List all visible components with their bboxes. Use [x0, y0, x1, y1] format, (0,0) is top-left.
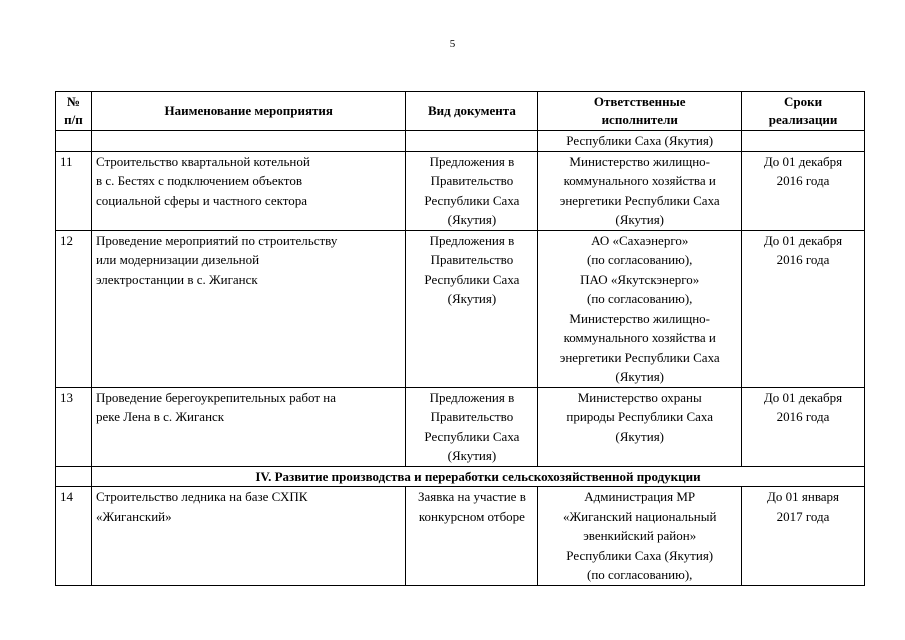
continuation-row [56, 131, 865, 152]
measure-name: Проведение берегоукрепительных работ на реке Лена в с. Жиганск [91, 387, 406, 466]
header-name: Наименование мероприятия [91, 92, 406, 131]
document-type: Предложения в Правительство Республики Саха (Якутия) [406, 151, 538, 230]
header-terms: Сроки реализации [742, 92, 865, 131]
row-number: 13 [56, 387, 92, 466]
implementation-terms: До 01 декабря 2016 года [742, 387, 865, 466]
continuation-responsible: Республики Саха (Якутия) [538, 131, 742, 152]
implementation-terms: До 01 декабря 2016 года [742, 151, 865, 230]
table-header-row [56, 92, 865, 131]
responsible-executors: АО «Сахаэнерго» (по согласованию), ПАО «Якутскэнерго» (по согласованию), Министерство жилищно- коммунального хозяйства и энергетики Республики Саха (Якутия) [538, 230, 742, 387]
responsible-executors: Администрация МР «Жиганский национальный эвенкийский район» Республики Саха (Якутия) (по согласованию), [538, 487, 742, 586]
table-row [56, 230, 865, 387]
header-doc-type: Вид документа [406, 92, 538, 131]
table-row [56, 151, 865, 230]
table-row [56, 487, 865, 586]
implementation-terms: До 01 января 2017 года [742, 487, 865, 586]
row-number: 14 [56, 487, 92, 586]
document-type: Предложения в Правительство Республики Саха (Якутия) [406, 387, 538, 466]
measures-table [55, 91, 865, 586]
header-responsible: Ответственные исполнители [538, 92, 742, 131]
responsible-executors: Министерство охраны природы Республики Саха (Якутия) [538, 387, 742, 466]
table-row [56, 387, 865, 466]
row-number: 11 [56, 151, 92, 230]
section-row [56, 466, 865, 487]
section-title: IV. Развитие производства и переработки сельскохозяйственной продукции [91, 466, 864, 487]
measure-name: Проведение мероприятий по строительству или модернизации дизельной электростанции в с. Жиганск [91, 230, 406, 387]
measure-name: Строительство ледника на базе СХПК «Жиганский» [91, 487, 406, 586]
header-num: № п/п [56, 92, 92, 131]
document-type: Заявка на участие в конкурсном отборе [406, 487, 538, 586]
implementation-terms: До 01 декабря 2016 года [742, 230, 865, 387]
row-number: 12 [56, 230, 92, 387]
document-type: Предложения в Правительство Республики Саха (Якутия) [406, 230, 538, 387]
responsible-executors: Министерство жилищно- коммунального хозяйства и энергетики Республики Саха (Якутия) [538, 151, 742, 230]
measure-name: Строительство квартальной котельной в с. Бестях с подключением объектов социальной сферы и частного сектора [91, 151, 406, 230]
page-number: 5 [449, 38, 456, 50]
